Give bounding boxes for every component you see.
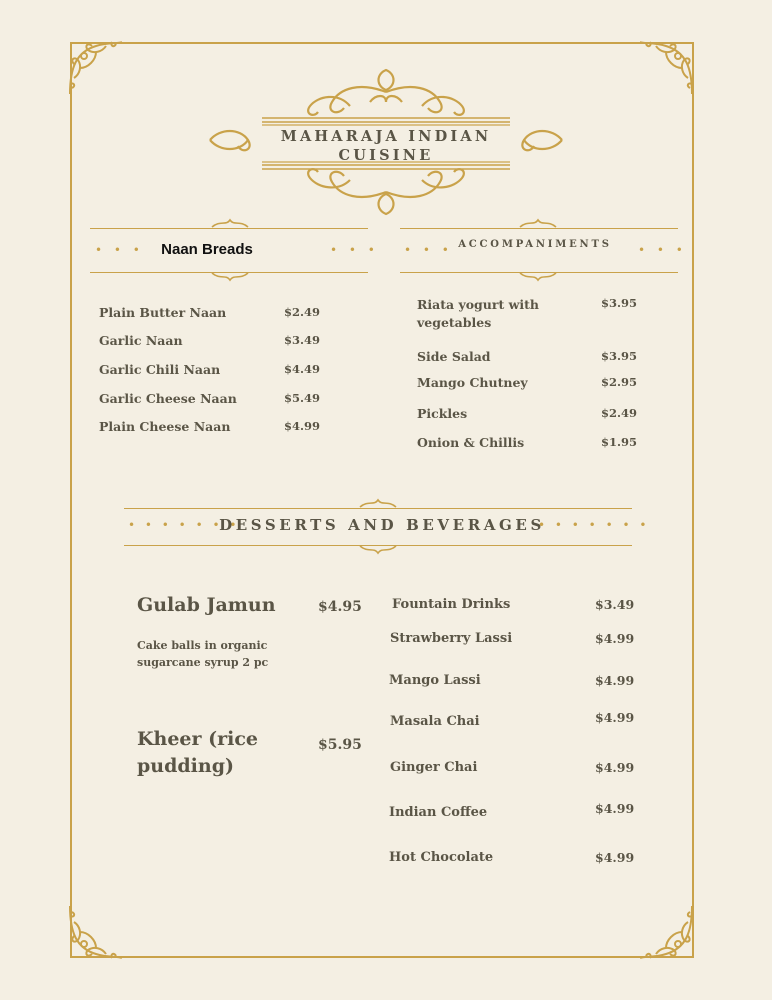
naan-top-ornament — [210, 218, 250, 228]
desserts-header-top-rule — [124, 508, 632, 509]
acc-item-name: Pickles — [417, 406, 468, 421]
acc-left-dots: • • • — [404, 243, 453, 257]
naan-item-price: $4.49 — [284, 362, 321, 376]
acc-item-price: $2.49 — [601, 406, 638, 420]
title-line-1: MAHARAJA INDIAN — [280, 128, 492, 145]
beverage-item-price: $4.99 — [595, 850, 635, 865]
acc-right-dots: • • • — [638, 243, 687, 257]
corner-ornament-bottom-right — [636, 902, 696, 962]
acc-item-price: $3.95 — [601, 349, 638, 363]
beverage-item-name: Ginger Chai — [390, 760, 478, 775]
dessert-item-name: Gulab Jamun — [137, 594, 276, 616]
corner-ornament-bottom-left — [66, 902, 126, 962]
beverage-item-name: Hot Chocolate — [389, 850, 494, 865]
naan-header-top-rule — [90, 228, 368, 229]
beverage-item-price: $3.49 — [595, 597, 635, 612]
acc-item-price: $3.95 — [601, 296, 638, 310]
acc-item-name: Mango Chutney — [417, 375, 528, 390]
title-line-2: CUISINE — [338, 147, 434, 164]
acc-header-top-rule — [400, 228, 678, 229]
naan-bottom-ornament — [210, 272, 250, 282]
beverage-item-price: $4.99 — [595, 710, 635, 725]
corner-ornament-top-left — [66, 38, 126, 98]
naan-section-heading: Naan Breads — [161, 241, 253, 258]
beverage-item-price: $4.99 — [595, 801, 635, 816]
acc-item-price: $2.95 — [601, 375, 638, 389]
dessert-item-price: $5.95 — [318, 737, 362, 753]
naan-left-dots: • • • — [95, 243, 144, 257]
dessert-item-price: $4.95 — [318, 599, 362, 615]
desserts-right-dots: • • • • • • • — [538, 518, 650, 532]
naan-item-price: $5.49 — [284, 391, 321, 405]
accompaniments-section-heading: ACCOMPANIMENTS — [458, 239, 612, 250]
naan-right-dots: • • • — [330, 243, 379, 257]
naan-item-name: Garlic Cheese Naan — [99, 391, 237, 406]
naan-item-name: Garlic Chili Naan — [99, 362, 221, 377]
acc-item-price: $1.95 — [601, 435, 638, 449]
beverage-item-name: Masala Chai — [390, 714, 480, 729]
naan-item-price: $2.49 — [284, 305, 321, 319]
naan-item-name: Garlic Naan — [99, 333, 183, 348]
beverage-item-name: Strawberry Lassi — [390, 631, 513, 646]
acc-item-name: Onion & Chillis — [417, 435, 525, 450]
acc-bottom-ornament — [518, 272, 558, 282]
beverage-item-price: $4.99 — [595, 760, 635, 775]
beverage-item-name: Fountain Drinks — [392, 597, 511, 612]
acc-top-ornament — [518, 218, 558, 228]
dessert-item-description: Cake balls in organic sugarcane syrup 2 pc — [137, 639, 269, 669]
restaurant-title — [262, 127, 510, 165]
beverage-item-name: Indian Coffee — [389, 805, 488, 820]
acc-item-name: Side Salad — [417, 349, 491, 364]
desserts-top-ornament — [358, 498, 398, 508]
corner-ornament-top-right — [636, 38, 696, 98]
desserts-left-dots: • • • • • • • — [128, 518, 240, 532]
dessert-item-name: Kheer (rice pudding) — [137, 728, 259, 777]
naan-item-price: $3.49 — [284, 333, 321, 347]
desserts-bottom-ornament — [358, 545, 398, 555]
naan-item-name: Plain Butter Naan — [99, 305, 227, 320]
naan-item-price: $4.99 — [284, 419, 321, 433]
beverage-item-price: $4.99 — [595, 631, 635, 646]
acc-item-name: Riata yogurt with vegetables — [417, 297, 539, 330]
beverage-item-price: $4.99 — [595, 673, 635, 688]
beverage-item-name: Mango Lassi — [389, 673, 481, 688]
desserts-section-heading: DESSERTS AND BEVERAGES — [219, 516, 545, 534]
naan-item-name: Plain Cheese Naan — [99, 419, 231, 434]
